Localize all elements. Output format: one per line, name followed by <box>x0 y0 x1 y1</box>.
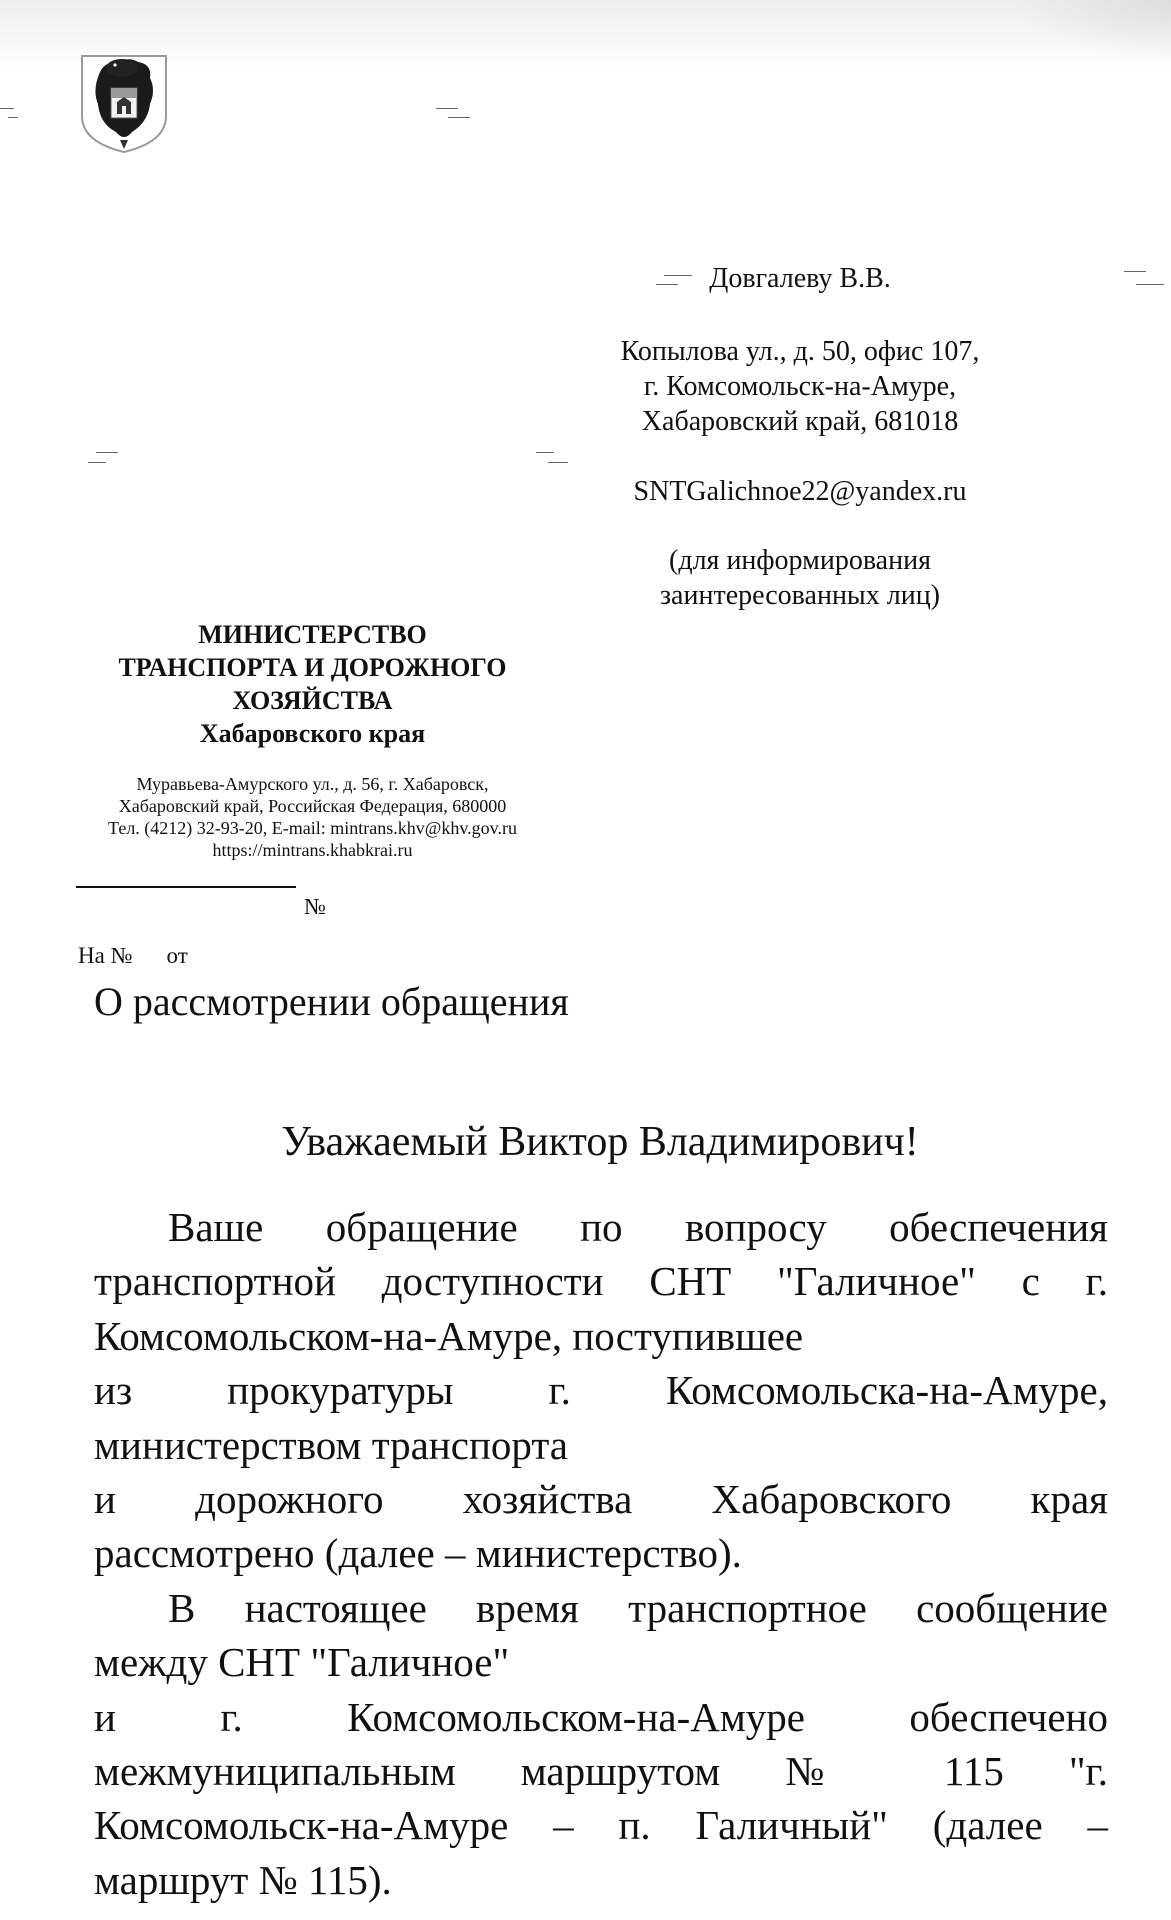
recipient-email <box>560 474 1040 509</box>
body-line: министерством транспорта <box>94 1421 568 1468</box>
email-text: SNTGalichnoe22@yandex.ru <box>633 476 967 507</box>
contact-line: https://mintrans.khabkrai.ru <box>212 840 413 860</box>
corner-mark <box>548 462 568 463</box>
address-line: Хабаровский край, 681018 <box>641 406 959 437</box>
body-line: Комсомольск-на-Амуре – п. Галичный" (далее – <box>94 1802 1108 1849</box>
body-line: В настоящее время транспортное сообщение <box>168 1584 1108 1631</box>
coat-of-arms-emblem <box>76 50 172 154</box>
corner-mark <box>96 452 118 453</box>
contact-line: Тел. (4212) 32-93-20, E-mail: mintrans.khv@khv.gov.ru <box>108 818 517 838</box>
page-edge-shadow <box>0 0 1171 70</box>
ministry-name <box>60 618 565 750</box>
body-line: между СНТ "Галичное" <box>94 1639 510 1686</box>
recipient-name <box>560 261 1040 296</box>
body-line: межмуниципальным маршрутом № 115 "г. <box>94 1747 1108 1794</box>
body-line: Ваше обращение по вопросу обеспечения <box>168 1204 1108 1250</box>
contact-line: Муравьева-Амурского ул., д. 56, г. Хабаровск, <box>136 774 489 794</box>
body-line: маршрут № 115). <box>94 1856 392 1903</box>
ministry-name-line: Хабаровского края <box>199 719 426 748</box>
corner-mark <box>436 108 458 109</box>
body-line: из прокуратуры г. Комсомольска-на-Амуре, <box>94 1367 1108 1414</box>
from-label: от <box>166 943 188 968</box>
ministry-name-line: МИНИСТЕРСТВО <box>198 620 427 649</box>
corner-mark <box>8 117 18 118</box>
letter-subject: О рассмотрении обращения <box>94 979 569 1024</box>
body-line: рассмотрено (далее – министерство). <box>94 1530 742 1577</box>
ministry-name-line: ХОЗЯЙСТВА <box>232 686 393 715</box>
corner-mark <box>1124 271 1146 272</box>
letter-body <box>94 1200 1108 1907</box>
recipient-note <box>560 543 1040 613</box>
body-line: Комсомольском-на-Амуре, поступившее <box>94 1312 804 1359</box>
recipient-name-text: Довгалеву В.В. <box>709 263 891 294</box>
body-line: и дорожного хозяйства Хабаровского края <box>94 1475 1108 1522</box>
note-line: (для информирования <box>669 545 931 576</box>
recipient-address <box>560 334 1040 439</box>
corner-mark <box>536 452 554 453</box>
corner-mark <box>448 117 470 118</box>
salutation: Уважаемый Виктор Владимирович! <box>281 1119 919 1165</box>
address-line: г. Комсомольск-на-Амуре, <box>643 371 957 402</box>
page-corner-shadow <box>1011 0 1171 60</box>
address-line: Копылова ул., д. 50, офис 107, <box>620 336 980 367</box>
ministry-contacts <box>60 773 565 861</box>
ministry-name-line: ТРАНСПОРТА И ДОРОЖНОГО <box>118 653 507 682</box>
registration-number-label: № <box>304 894 326 919</box>
body-line: транспортной доступности СНТ "Галичное" с г. <box>94 1258 1108 1305</box>
corner-mark <box>0 108 14 109</box>
reply-to-label: На № <box>78 943 133 968</box>
note-line: заинтересованных лиц) <box>660 580 940 611</box>
corner-mark <box>1136 284 1164 285</box>
reply-reference <box>78 943 188 969</box>
contact-line: Хабаровский край, Российская Федерация, 680000 <box>118 796 507 816</box>
registration-date-line <box>76 886 296 888</box>
body-line: и г. Комсомольском-на-Амуре обеспечено <box>94 1693 1108 1740</box>
corner-mark <box>88 462 106 463</box>
